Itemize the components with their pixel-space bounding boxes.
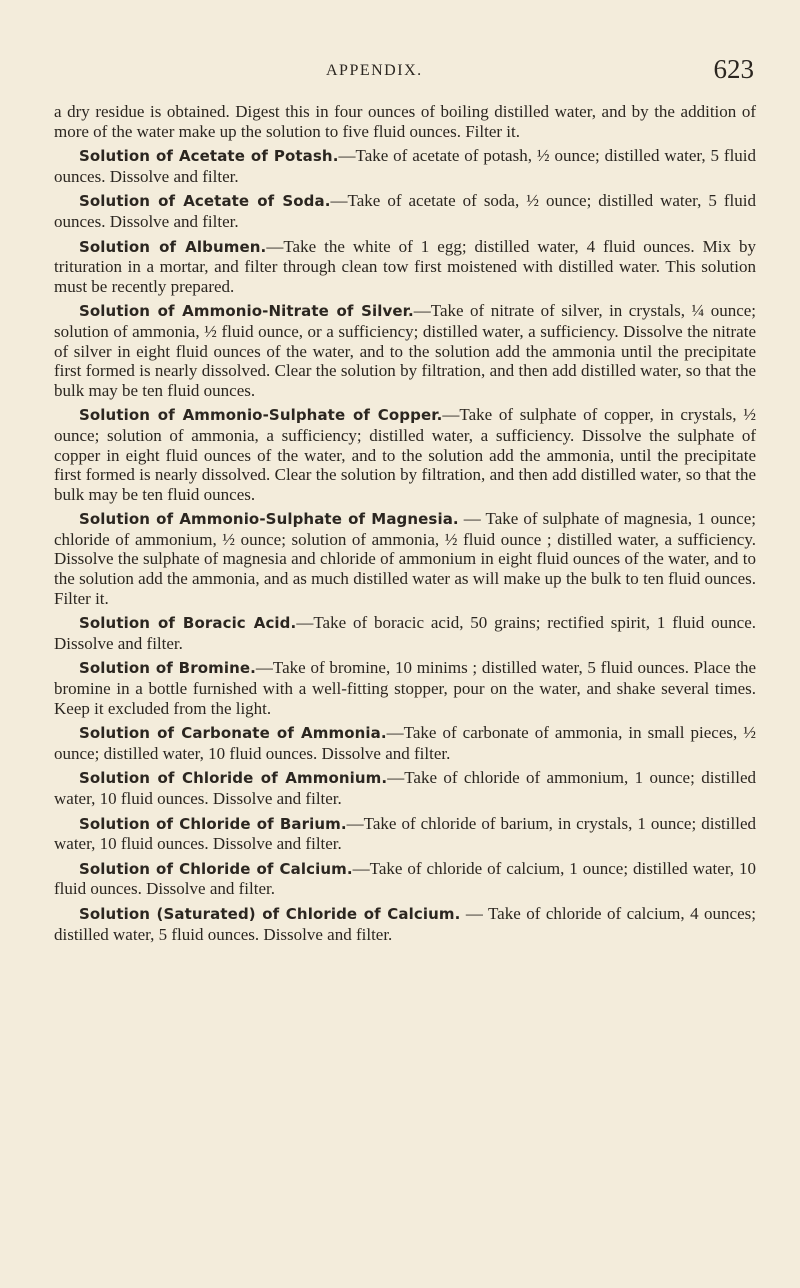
entry-body: —Take of chloride of calcium, 1 ounce; distilled water, 10 fluid ounces. Dissolve and filter. bbox=[54, 858, 756, 899]
entry-albumen bbox=[54, 237, 756, 297]
entry-heading: Solution of Ammonio-Sulphate of Magnesia. bbox=[79, 510, 459, 529]
entry-body: — Take of sulphate of magnesia, 1 ounce; chloride of ammonium, ½ ounce; solution of ammonia, ½ fluid ounce ; distilled water, a sufficiency. Dissolve the sulphate of magnesia and chloride of ammonium in eight fluid ounces of the water, and to the solution add the ammonia, and as much distilled water as will make up the bulk to ten fluid ounces. Filter it. bbox=[54, 509, 756, 608]
entry-heading: Solution of Bromine. bbox=[79, 659, 256, 678]
entry-heading: Solution of Albumen. bbox=[79, 237, 267, 256]
entry-chloride-of-calcium bbox=[54, 859, 756, 899]
entry-heading: Solution of Chloride of Barium. bbox=[79, 814, 347, 833]
entry-chloride-of-ammonium bbox=[54, 768, 756, 808]
entry-heading: Solution of Chloride of Calcium. bbox=[79, 859, 353, 878]
entry-bromine bbox=[54, 658, 756, 718]
page-body bbox=[54, 102, 756, 949]
entry-carbonate-of-ammonia bbox=[54, 723, 756, 763]
entry-boracic-acid bbox=[54, 613, 756, 653]
entry-heading: Solution of Acetate of Potash. bbox=[79, 147, 339, 166]
entry-body: —Take of boracic acid, 50 grains; rectified spirit, 1 fluid ounce. Dissolve and filter. bbox=[54, 613, 757, 653]
entry-acetate-of-potash bbox=[54, 146, 756, 186]
running-head bbox=[54, 54, 754, 88]
entry-chloride-of-barium bbox=[54, 814, 756, 854]
entry-heading: Solution of Boracic Acid. bbox=[79, 614, 297, 633]
entry-ammonio-nitrate-of-silver bbox=[54, 301, 756, 400]
intro-paragraph: a dry residue is obtained. Digest this in four ounces of boiling distilled water, and by the addition of more of the water make up the solution to five fluid ounces. Filter it. bbox=[54, 102, 756, 141]
entry-ammonio-sulphate-of-copper bbox=[54, 405, 756, 504]
entry-heading: Solution of Ammonio-Sulphate of Copper. bbox=[79, 406, 443, 425]
entry-body: —Take of acetate of soda, ½ ounce; distilled water, 5 fluid ounces. Dissolve and filter. bbox=[54, 191, 756, 231]
entry-body: —Take of bromine, 10 minims ; distilled water, 5 fluid ounces. Place the bromine in a bottle furnished with a well-fitting stopper, pour on the water, and shake several times. Keep it excluded from the light. bbox=[54, 658, 756, 718]
entry-body: — Take of chloride of calcium, 4 ounces; distilled water, 5 fluid ounces. Dissolve and filter. bbox=[54, 903, 756, 944]
entry-body: —Take of chloride of barium, in crystals, 1 ounce; distilled water, 10 fluid ounces. Dissolve and filter. bbox=[54, 813, 756, 854]
entry-heading: Solution of Ammonio-Nitrate of Silver. bbox=[79, 302, 414, 321]
entry-body: —Take the white of 1 egg; distilled water, 4 fluid ounces. Mix by trituration in a mortar, and filter through clean tow first moistened with distilled water. This solution must be recently prepared. bbox=[54, 236, 756, 296]
running-head-title: APPENDIX. bbox=[326, 62, 423, 79]
entry-heading: Solution of Chloride of Ammonium. bbox=[79, 769, 388, 788]
entry-saturated-chloride-of-calcium bbox=[54, 904, 756, 944]
entry-body: —Take of chloride of ammonium, 1 ounce; distilled water, 10 fluid ounces. Dissolve and filter. bbox=[54, 768, 756, 808]
entry-heading: Solution (Saturated) of Chloride of Calcium. bbox=[79, 904, 461, 923]
entry-body: —Take of nitrate of silver, in crystals, ¼ ounce; solution of ammonia, ½ fluid ounce, or a sufficiency; distilled water, a sufficiency. Dissolve the nitrate of silver in eight fluid ounces of the water, and to the solution add the ammonia until the precipitate first formed is nearly dissolved. Clear the solution by filtration, and then add distilled water, so that the bulk may be ten fluid ounces. bbox=[54, 301, 757, 400]
entry-heading: Solution of Carbonate of Ammonia. bbox=[79, 724, 387, 743]
entry-heading: Solution of Acetate of Soda. bbox=[79, 192, 331, 211]
entry-body: —Take of carbonate of ammonia, in small pieces, ½ ounce; distilled water, 10 fluid ounces. Dissolve and filter. bbox=[54, 723, 757, 763]
entry-body: —Take of sulphate of copper, in crystals, ½ ounce; solution of ammonia, a sufficiency; distilled water, a sufficiency. Dissolve the sulphate of copper in eight fluid ounces of the water, and to the solution add the ammonia, until the precipitate first formed is nearly dissolved. Clear the solution by filtration, and then add distilled water, so that the bulk may be ten fluid ounces. bbox=[54, 405, 756, 504]
entry-acetate-of-soda bbox=[54, 191, 756, 231]
entry-ammonio-sulphate-of-magnesia bbox=[54, 509, 756, 608]
page-number: 623 bbox=[713, 54, 754, 84]
entry-body: —Take of acetate of potash, ½ ounce; distilled water, 5 fluid ounces. Dissolve and filter. bbox=[54, 146, 757, 186]
